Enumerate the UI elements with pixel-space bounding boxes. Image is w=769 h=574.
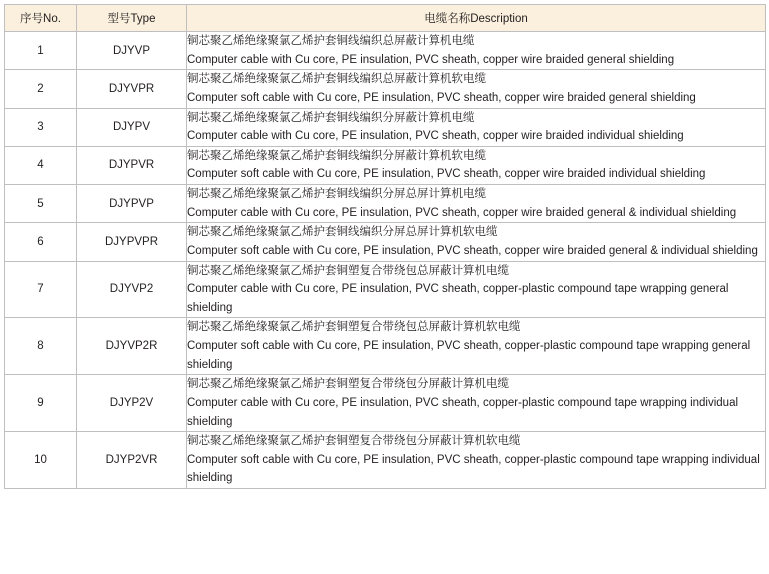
table-header-row <box>5 5 766 32</box>
cell-type: DJYPVP <box>77 185 187 223</box>
column-header-description: 电缆名称Description <box>187 5 766 32</box>
table-row <box>5 70 766 108</box>
cell-type: DJYP2VR <box>77 432 187 489</box>
cell-type: DJYVPR <box>77 70 187 108</box>
cell-description <box>187 261 766 318</box>
cell-no: 10 <box>5 432 77 489</box>
description-english: Computer cable with Cu core, PE insulation, PVC sheath, copper wire braided individual shielding <box>187 130 684 143</box>
cell-type: DJYVP <box>77 32 187 70</box>
table-row <box>5 185 766 223</box>
cell-no: 7 <box>5 261 77 318</box>
table-body <box>5 32 766 489</box>
cell-no: 5 <box>5 185 77 223</box>
description-chinese: 铜芯聚乙烯绝缘聚氯乙烯护套铜塑复合带绕包分屏蔽计算机电缆 <box>187 378 509 391</box>
description-chinese: 铜芯聚乙烯绝缘聚氯乙烯护套铜线编织分屏蔽计算机软电缆 <box>187 149 486 162</box>
description-chinese: 铜芯聚乙烯绝缘聚氯乙烯护套铜线编织分屏总屏计算机电缆 <box>187 188 486 200</box>
cell-description <box>187 223 766 261</box>
cable-type-table <box>4 4 766 489</box>
description-chinese: 铜芯聚乙烯绝缘聚氯乙烯护套铜线编织分屏总屏计算机软电缆 <box>187 226 498 239</box>
description-english: Computer soft cable with Cu core, PE insulation, PVC sheath, copper wire braided general & individual shielding <box>187 244 758 257</box>
description-english: Computer cable with Cu core, PE insulation, PVC sheath, copper-plastic compound tape wrapping individual shielding <box>187 396 739 428</box>
column-header-no: 序号No. <box>5 5 77 32</box>
cell-description <box>187 185 766 223</box>
cell-description <box>187 108 766 146</box>
cell-no: 9 <box>5 375 77 432</box>
description-chinese: 铜芯聚乙烯绝缘聚氯乙烯护套铜塑复合带绕包总屏蔽计算机电缆 <box>187 264 509 277</box>
cell-description <box>187 375 766 432</box>
cell-type: DJYPVR <box>77 146 187 184</box>
table-row <box>5 375 766 432</box>
cell-description <box>187 146 766 184</box>
cell-no: 3 <box>5 108 77 146</box>
table-row <box>5 432 766 489</box>
table-row <box>5 32 766 70</box>
cell-description <box>187 432 766 489</box>
table-header <box>5 5 766 32</box>
cell-no: 6 <box>5 223 77 261</box>
description-chinese: 铜芯聚乙烯绝缘聚氯乙烯护套铜线编织总屏蔽计算机电缆 <box>187 35 475 47</box>
description-english: Computer cable with Cu core, PE insulation, PVC sheath, copper-plastic compound tape wrapping general shielding <box>187 283 729 314</box>
cell-type: DJYPVPR <box>77 223 187 261</box>
cell-description <box>187 32 766 70</box>
description-english: Computer cable with Cu core, PE insulation, PVC sheath, copper wire braided general shielding <box>187 53 675 66</box>
cell-no: 8 <box>5 318 77 375</box>
table-row <box>5 318 766 375</box>
cell-description <box>187 318 766 375</box>
table-row <box>5 146 766 184</box>
description-english: Computer cable with Cu core, PE insulation, PVC sheath, copper wire braided general & individual shielding <box>187 206 737 219</box>
description-english: Computer soft cable with Cu core, PE insulation, PVC sheath, copper-plastic compound tape wrapping individual shielding <box>187 453 760 485</box>
description-english: Computer soft cable with Cu core, PE insulation, PVC sheath, copper wire braided general shielding <box>187 91 696 104</box>
column-header-type: 型号Type <box>77 5 187 32</box>
cell-no: 2 <box>5 70 77 108</box>
table-row <box>5 108 766 146</box>
cell-no: 4 <box>5 146 77 184</box>
description-english: Computer soft cable with Cu core, PE insulation, PVC sheath, copper-plastic compound tape wrapping general shielding <box>187 340 751 371</box>
description-english: Computer soft cable with Cu core, PE insulation, PVC sheath, copper wire braided individual shielding <box>187 168 706 181</box>
cell-type: DJYPV <box>77 108 187 146</box>
cell-type: DJYVP2 <box>77 261 187 318</box>
description-chinese: 铜芯聚乙烯绝缘聚氯乙烯护套铜线编织分屏蔽计算机电缆 <box>187 111 475 124</box>
description-chinese: 铜芯聚乙烯绝缘聚氯乙烯护套铜塑复合带绕包分屏蔽计算机软电缆 <box>187 435 521 448</box>
cell-type: DJYP2V <box>77 375 187 432</box>
cell-description <box>187 70 766 108</box>
cell-type: DJYVP2R <box>77 318 187 375</box>
description-chinese: 铜芯聚乙烯绝缘聚氯乙烯护套铜塑复合带绕包总屏蔽计算机软电缆 <box>187 321 521 334</box>
table-row <box>5 223 766 261</box>
table-row <box>5 261 766 318</box>
cell-no: 1 <box>5 32 77 70</box>
description-chinese: 铜芯聚乙烯绝缘聚氯乙烯护套铜线编织总屏蔽计算机软电缆 <box>187 73 486 86</box>
